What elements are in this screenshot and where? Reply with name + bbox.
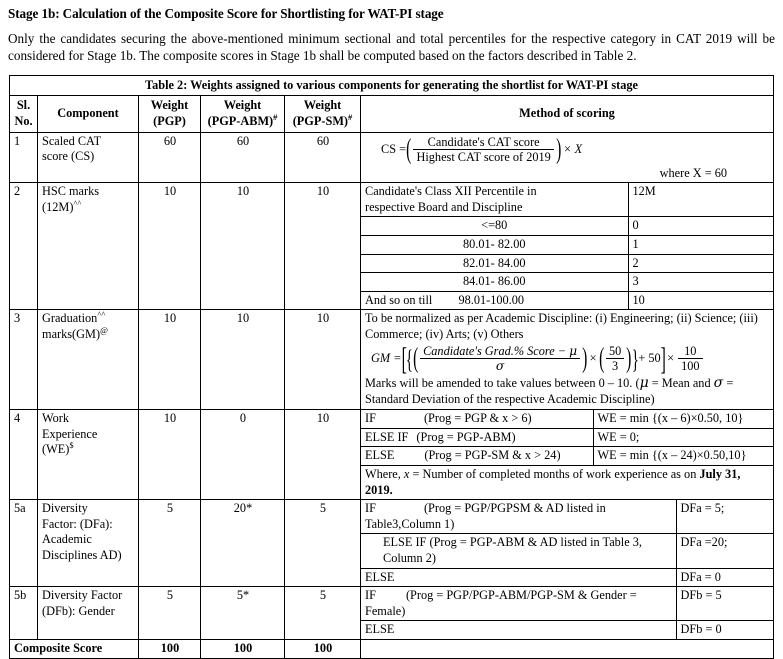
row5a-weight-sm: 5 <box>285 500 361 587</box>
gm-formula <box>365 340 770 376</box>
header-weight-pgp-line2: (PGP) <box>153 114 186 128</box>
we-keyword: ELSE <box>365 448 395 463</box>
row5a-weight-abm: 20* <box>201 500 285 587</box>
right-paren-icon: ) <box>555 133 562 165</box>
dfa-keyword: ELSE <box>365 569 395 584</box>
hsc-desc-row <box>361 183 773 217</box>
gm-numerator-text: Candidate's Grad.% Score − <box>423 343 567 358</box>
row3-component-line1: Graduation <box>42 311 98 326</box>
row5b-weight-pgp: 5 <box>139 587 201 640</box>
cs-formula-inline <box>381 135 584 165</box>
row5a-component <box>38 500 139 587</box>
row1-weight-abm: 60 <box>201 132 285 183</box>
hsc-band-range: 84.01- 86.00 <box>361 273 628 292</box>
hsc-band-range: 98.01-100.00 <box>458 292 525 307</box>
gm-note-line2: Standard Deviation of the respective Academic Discipline) <box>365 392 655 407</box>
row2-weight-sm: 10 <box>285 183 361 310</box>
right-paren-icon: ) <box>582 342 588 374</box>
header-sl-line2: No. <box>14 114 33 128</box>
header-weight-sm <box>285 96 361 132</box>
hsc-band-table <box>361 183 773 309</box>
header-weight-pgp <box>139 96 201 132</box>
hsc-desc-value: 12M <box>628 183 773 217</box>
gm-scale-num: 10 <box>678 344 702 360</box>
we-where-row <box>361 465 773 499</box>
hsc-band-row <box>361 273 773 292</box>
row3-weight-sm: 10 <box>285 310 361 410</box>
hsc-band-value: 2 <box>628 254 773 273</box>
table-title: Table 2: Weights assigned to various components for generating the shortlist for WAT-PI stage <box>10 75 774 96</box>
cs-where-note: where X = 60 <box>659 165 727 180</box>
row3-component-line2: marks(GM) <box>42 327 101 342</box>
hsc-band-last <box>361 291 628 309</box>
right-brace-icon: } <box>631 343 639 374</box>
row2-component <box>38 183 139 310</box>
row1-weight-sm: 60 <box>285 132 361 183</box>
row1-component <box>38 132 139 183</box>
gm-scale-den: 100 <box>681 359 700 374</box>
gm-note-sigma: σ <box>713 374 724 391</box>
hsc-band-row <box>361 217 773 236</box>
row4-method <box>361 410 774 500</box>
dfb-cond-row <box>361 621 773 639</box>
dfa-cond-left <box>361 534 676 568</box>
row5a-component-line2: Factor: (DFa): <box>42 516 113 531</box>
cs-multiplier: × X <box>563 141 583 156</box>
row4-weight-sm: 10 <box>285 410 361 500</box>
row5b-component-line2: (DFb): Gender <box>42 603 115 618</box>
gm-times-1: × <box>589 350 597 365</box>
header-sl-line1: Sl. <box>16 98 31 113</box>
table-row-total <box>10 640 774 659</box>
cs-formula-lhs: CS = <box>381 141 407 156</box>
table-row-3 <box>10 310 774 410</box>
cs-denominator: Highest CAT score of 2019 <box>416 150 551 165</box>
total-weight-abm: 100 <box>201 640 285 659</box>
header-weight-sm-line1: Weight <box>303 98 342 113</box>
row2-sl: 2 <box>10 183 38 310</box>
total-weight-sm: 100 <box>285 640 361 659</box>
dfb-result: DFb = 5 <box>676 587 773 621</box>
row2-component-line1: HSC marks <box>42 184 100 199</box>
row4-component <box>38 410 139 500</box>
we-cond-table <box>361 410 773 499</box>
row5b-method <box>361 587 774 640</box>
dfa-cond-table <box>361 500 773 586</box>
hsc-band-row <box>361 254 773 273</box>
row2-method <box>361 183 774 310</box>
we-where-mid: = Number of completed months of work experience as on <box>409 466 700 481</box>
header-weight-pgp-line1: Weight <box>150 98 189 113</box>
hsc-band-row <box>361 291 773 309</box>
dfb-cond-row <box>361 587 773 621</box>
header-component: Component <box>38 96 139 132</box>
we-result: WE = min {(x – 24)×0.50,10} <box>593 447 773 466</box>
hsc-band-value: 1 <box>628 236 773 255</box>
header-method: Method of scoring <box>361 96 774 132</box>
we-cond-row <box>361 410 773 428</box>
row3-component-sup2: @ <box>100 325 108 335</box>
weights-table <box>9 75 774 659</box>
row1-method <box>361 132 774 183</box>
row1-component-line1: Scaled CAT <box>42 133 102 148</box>
we-cond-left <box>361 410 593 428</box>
dfa-result: DFa = 5; <box>676 500 773 534</box>
row3-weight-pgp: 10 <box>139 310 201 410</box>
row1-weight-pgp: 60 <box>139 132 201 183</box>
table-caption-row <box>10 75 774 96</box>
intro-paragraph: Only the candidates securing the above-mentioned minimum sectional and total percentiles for the respective category in CAT 2019 will be considered for Stage 1b. The composite scores in Stage 1b shall be computed based on the factors described in Table 2. <box>8 31 775 63</box>
we-keyword: ELSE IF <box>365 429 409 444</box>
gm-note-text-a: Marks will be amended to take values between 0 – 10. ( <box>365 375 640 390</box>
we-cond-left <box>361 428 593 447</box>
dfa-cond-row <box>361 534 773 568</box>
dfa-cond-row <box>361 568 773 586</box>
we-cond-row <box>361 447 773 466</box>
total-weight-pgp: 100 <box>139 640 201 659</box>
gm-note-text-c: = <box>726 375 734 390</box>
gm-denominator: σ <box>495 359 505 374</box>
row3-component <box>38 310 139 410</box>
gm-formula-inline <box>371 340 705 376</box>
gm-note-text-b: = Mean and <box>651 375 711 390</box>
row5a-weight-pgp: 5 <box>139 500 201 587</box>
table-row-5a <box>10 500 774 587</box>
row5b-component <box>38 587 139 640</box>
dfb-cond-table <box>361 587 773 639</box>
row3-weight-abm: 10 <box>201 310 285 410</box>
table-row-5b <box>10 587 774 640</box>
dfb-cond-left <box>361 587 676 621</box>
gm-note-mu: μ <box>639 374 649 391</box>
we-condition: (Prog = PGP-ABM) <box>416 429 516 444</box>
dfa-cond-row <box>361 500 773 534</box>
row5b-sl: 5b <box>10 587 38 640</box>
row4-component-sup: $ <box>69 440 74 451</box>
dfa-condition: (Prog = PGP-ABM & AD listed in Table 3, Column 2) <box>383 535 642 565</box>
gm-numerator-mu: μ <box>569 343 578 358</box>
row4-weight-pgp: 10 <box>139 410 201 500</box>
dfa-keyword: ELSE IF <box>383 535 427 550</box>
row2-component-line2: (12M) <box>42 199 74 214</box>
row4-component-line1: Work <box>42 411 70 426</box>
row5a-component-line3: Academic <box>42 532 92 547</box>
row5b-weight-abm: 5* <box>201 587 285 640</box>
we-where-note <box>361 465 773 499</box>
dfa-keyword: IF <box>365 501 376 516</box>
hsc-band-row <box>361 236 773 255</box>
hsc-desc <box>361 183 628 217</box>
hsc-band-value: 3 <box>628 273 773 292</box>
cs-formula <box>361 133 773 165</box>
gm-formula-lhs: GM = <box>371 350 402 365</box>
header-weight-sm-sup: # <box>348 111 353 122</box>
dfa-result: DFa =20; <box>676 534 773 568</box>
hsc-desc-line2: respective Board and Discipline <box>365 199 523 214</box>
we-where-var: x <box>403 466 410 481</box>
row3-sl: 3 <box>10 310 38 410</box>
left-paren-icon: ( <box>412 342 418 374</box>
gm-ratio-den: 3 <box>612 359 619 374</box>
total-method <box>361 640 774 659</box>
gm-fraction <box>420 344 580 374</box>
row4-component-line3: (WE) <box>42 442 70 457</box>
we-cond-left <box>361 447 593 466</box>
gm-ratio <box>606 344 624 374</box>
row5a-component-line1: Diversity <box>42 501 88 516</box>
row4-weight-abm: 0 <box>201 410 285 500</box>
hsc-band-range: <=80 <box>361 217 628 236</box>
header-weight-abm-line1: Weight <box>223 98 262 113</box>
we-keyword: IF <box>365 411 376 426</box>
row1-sl: 1 <box>10 132 38 183</box>
dfb-keyword: ELSE <box>365 622 395 637</box>
hsc-desc-line1: Candidate's Class XII Percentile in <box>365 184 537 199</box>
dfa-cond-left <box>361 500 676 534</box>
hsc-band-prefix: And so on till <box>365 292 433 307</box>
hsc-band-value: 10 <box>628 291 773 309</box>
left-brace-icon: { <box>405 343 413 374</box>
header-weight-sm-line2: (PGP-SM) <box>292 114 349 128</box>
cs-numerator: Candidate's CAT score <box>413 135 553 151</box>
cs-fraction <box>413 135 553 165</box>
gm-desc-line1: To be normalized as per Academic Discipline: (i) Engineering; (ii) Science; (iii) <box>365 311 758 326</box>
row3-method <box>361 310 774 410</box>
document-page <box>0 6 783 655</box>
we-result: WE = min {(x – 6)×0.50, 10} <box>593 410 773 428</box>
left-paren-icon: ( <box>406 133 412 165</box>
dfa-condition: (Prog = PGP/PGPSM & AD listed in Table3,Column 1) <box>365 501 606 531</box>
row5b-component-line1: Diversity Factor <box>42 588 123 603</box>
we-where-pre: Where, <box>365 466 404 481</box>
hsc-band-range: 82.01- 84.00 <box>361 254 628 273</box>
table-row-1 <box>10 132 774 183</box>
table-header-row <box>10 96 774 132</box>
we-condition: (Prog = PGP & x > 6) <box>423 411 532 426</box>
row5b-weight-sm: 5 <box>285 587 361 640</box>
gm-numerator <box>420 344 580 360</box>
hsc-band-range: 80.01- 82.00 <box>361 236 628 255</box>
dfb-result: DFb = 0 <box>676 621 773 639</box>
dfa-cond-left <box>361 568 676 586</box>
we-cond-row <box>361 428 773 447</box>
row4-sl: 4 <box>10 410 38 500</box>
gm-times-2: × <box>667 350 675 365</box>
gm-plus-fifty: + 50 <box>638 350 661 365</box>
row4-component-line2: Experience <box>42 426 98 441</box>
row2-component-sup: ^^ <box>73 197 82 208</box>
we-condition: (Prog = PGP-SM & x > 24) <box>424 448 561 463</box>
header-weight-abm <box>201 96 285 132</box>
right-paren-icon: ) <box>626 342 632 374</box>
row2-weight-pgp: 10 <box>139 183 201 310</box>
gm-note-line1 <box>365 375 770 393</box>
dfa-result: DFa = 0 <box>676 568 773 586</box>
right-bracket-icon: ] <box>660 340 666 376</box>
table-row-2 <box>10 183 774 310</box>
header-weight-abm-sup: # <box>273 111 278 122</box>
dfb-condition: (Prog = PGP/PGP-ABM/PGP-SM & Gender = Female) <box>365 588 637 618</box>
header-sl-no <box>10 96 38 132</box>
we-where-date: July 31, 2019. <box>365 466 741 497</box>
gm-ratio-num: 50 <box>606 344 624 360</box>
left-bracket-icon: [ <box>401 340 407 376</box>
row3-component-sup1: ^^ <box>97 309 106 320</box>
gm-scale <box>678 344 702 374</box>
header-weight-abm-line2: (PGP-ABM) <box>207 114 274 128</box>
table-row-4 <box>10 410 774 500</box>
gm-desc-line2: Commerce; (iv) Arts; (v) Others <box>365 327 524 342</box>
page-title: Stage 1b: Calculation of the Composite Score for Shortlisting for WAT-PI stage <box>8 6 444 21</box>
row5a-sl: 5a <box>10 500 38 587</box>
row5a-component-line4: Disciplines AD) <box>42 547 122 562</box>
row1-component-line2: score (CS) <box>42 149 95 164</box>
row5a-method <box>361 500 774 587</box>
row2-weight-abm: 10 <box>201 183 285 310</box>
dfb-cond-left <box>361 621 676 639</box>
we-result: WE = 0; <box>593 428 773 447</box>
total-label: Composite Score <box>10 640 139 659</box>
dfb-keyword: IF <box>365 588 376 603</box>
left-paren-icon: ( <box>598 342 604 374</box>
hsc-band-value: 0 <box>628 217 773 236</box>
